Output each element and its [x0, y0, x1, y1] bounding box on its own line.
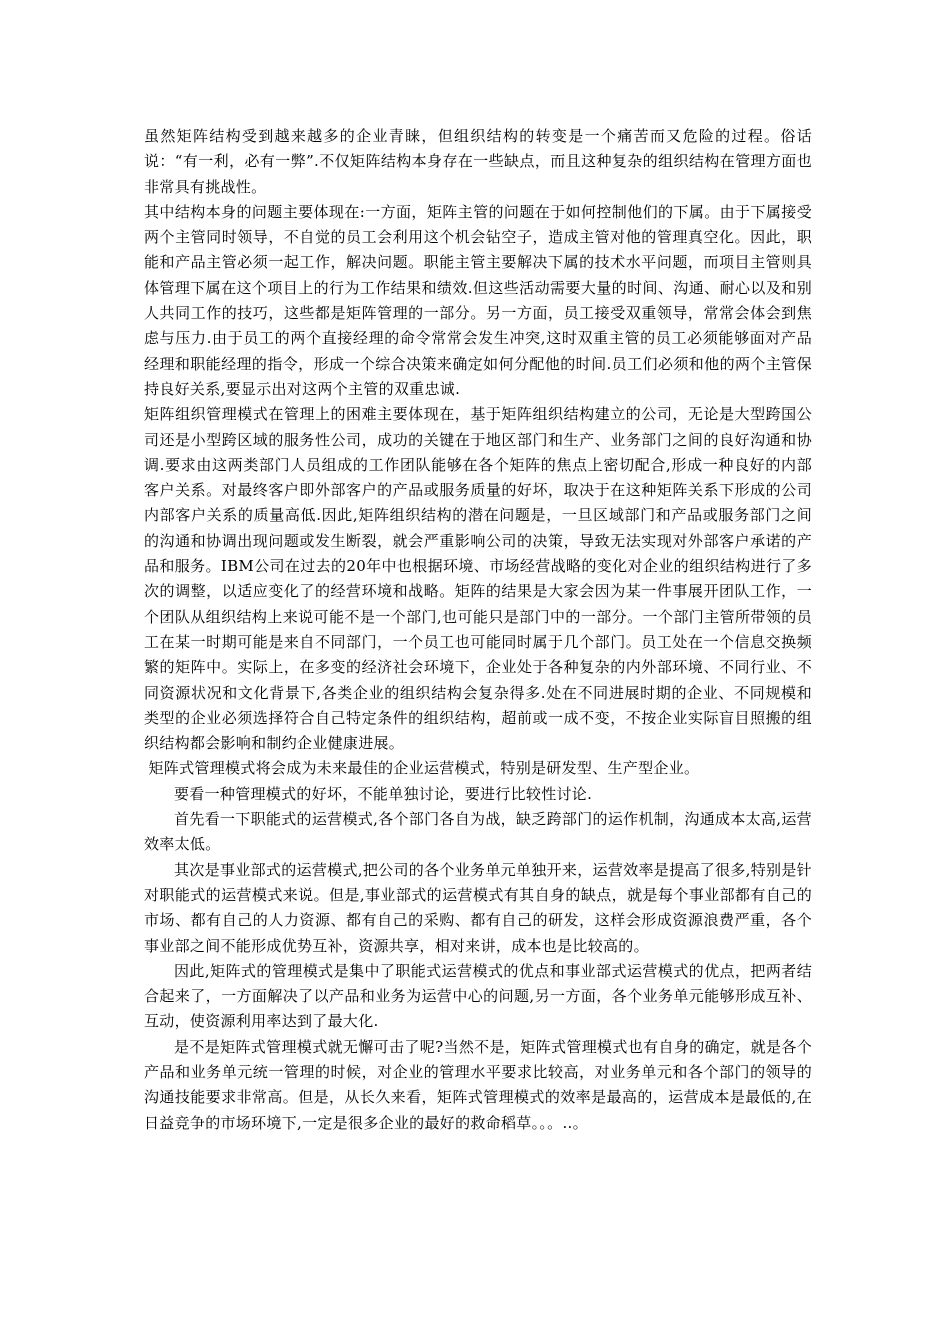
paragraph-7: 其次是事业部式的运营模式,把公司的各个业务单元单独开来，运营效率是提高了很多,特别是针对职能式的运营模式来说。但是,事业部式的运营模式有其自身的缺点，就是每个事业部都有自己的市场、都有自己的人力资源、都有自己的采购、都有自己的研发，这样会形成资源浪费严重，各个事业部之间不能形成优势互补，资源共享，相对来讲，成本也是比较高的。 — [144, 860, 812, 955]
paragraph-5: 要看一种管理模式的好坏，不能单独讨论，要进行比较性讨论. — [174, 784, 593, 803]
document-page — [144, 124, 812, 1136]
paragraph-4: 矩阵式管理模式将会成为未来最佳的企业运营模式，特别是研发型、生产型企业。 — [148, 759, 700, 778]
paragraph-6: 首先看一下职能式的运营模式,各个部门各自为战，缺乏跨部门的运作机制，沟通成本太高,运营效率太低。 — [144, 810, 812, 854]
paragraph-3: 矩阵组织管理模式在管理上的困难主要体现在，基于矩阵组织结构建立的公司，无论是大型跨国公司还是小型跨区域的服务性公司，成功的关键在于地区部门和生产、业务部门之间的良好沟通和协调.要求由这两类部门人员组成的工作团队能够在各个矩阵的焦点上密切配合,形成一种良好的内部客户关系。对最终客户即外部客户的产品或服务质量的好坏，取决于在这种矩阵关系下形成的公司内部客户关系的质量高低.因此,矩阵组织结构的潜在问题是，一旦区域部门和产品或服务部门之间的沟通和协调出现问题或发生断裂，就会严重影响公司的决策，导致无法实现对外部客户承诺的产品和服务。IBM公司在过去的20年中也根据环境、市场经营战略的变化对企业的组织结构进行了多次的调整，以适应变化了的经营环境和战略。矩阵的结果是大家会因为某一件事展开团队工作，一个团队从组织结构上来说可能不是一个部门,也可能只是部门中的一部分。一个部门主管所带领的员工在某一时期可能是来自不同部门，一个员工也可能同时属于几个部门。员工处在一个信息交换频繁的矩阵中。实际上，在多变的经济社会环境下，企业处于各种复杂的内外部环境、不同行业、不同资源状况和文化背景下,各类企业的组织结构会复杂得多.处在不同进展时期的企业、不同规模和类型的企业必须选择符合自己特定条件的组织结构，超前或一成不变，不按企业实际盲目照搬的组织结构都会影响和制约企业健康进展。 — [144, 405, 812, 753]
paragraph-8: 因此,矩阵式的管理模式是集中了职能式运营模式的优点和事业部式运营模式的优点，把两者结合起来了，一方面解决了以产品和业务为运营中心的问题,另一方面，各个业务单元能够形成互补、互动，使资源利用率达到了最大化. — [144, 961, 812, 1031]
paragraph-9: 是不是矩阵式管理模式就无懈可击了呢?当然不是，矩阵式管理模式也有自身的确定，就是各个产品和业务单元统一管理的时候，对企业的管理水平要求比较高，对业务单元和各个部门的领导的沟通技能要求非常高。但是，从长久来看，矩阵式管理模式的效率是最高的，运营成本是最低的,在日益竞争的市场环境下,一定是很多企业的最好的救命稻草。。。..。 — [144, 1037, 812, 1132]
paragraph-2: 其中结构本身的问题主要体现在:一方面，矩阵主管的问题在于如何控制他们的下属。由于下属接受两个主管同时领导，不自觉的员工会利用这个机会钻空子，造成主管对他的管理真空化。因此，职能和产品主管必须一起工作，解决问题。职能主管主要解决下属的技术水平问题，而项目主管则具体管理下属在这个项目上的行为工作结果和绩效.但这些活动需要大量的时间、沟通、耐心以及和别人共同工作的技巧，这些都是矩阵管理的一部分。另一方面，员工接受双重领导，常常会体会到焦虑与压力.由于员工的两个直接经理的命令常常会发生冲突,这时双重主管的员工必须能够面对产品经理和职能经理的指令，形成一个综合决策来确定如何分配他的时间.员工们必须和他的两个主管保持良好关系,要显示出对这两个主管的双重忠诚. — [144, 202, 812, 398]
paragraph-1: 虽然矩阵结构受到越来越多的企业青睐，但组织结构的转变是一个痛苦而又危险的过程。俗话说：“有一利，必有一弊”.不仅矩阵结构本身存在一些缺点，而且这种复杂的组织结构在管理方面也非常具有挑战性。 — [144, 127, 812, 196]
